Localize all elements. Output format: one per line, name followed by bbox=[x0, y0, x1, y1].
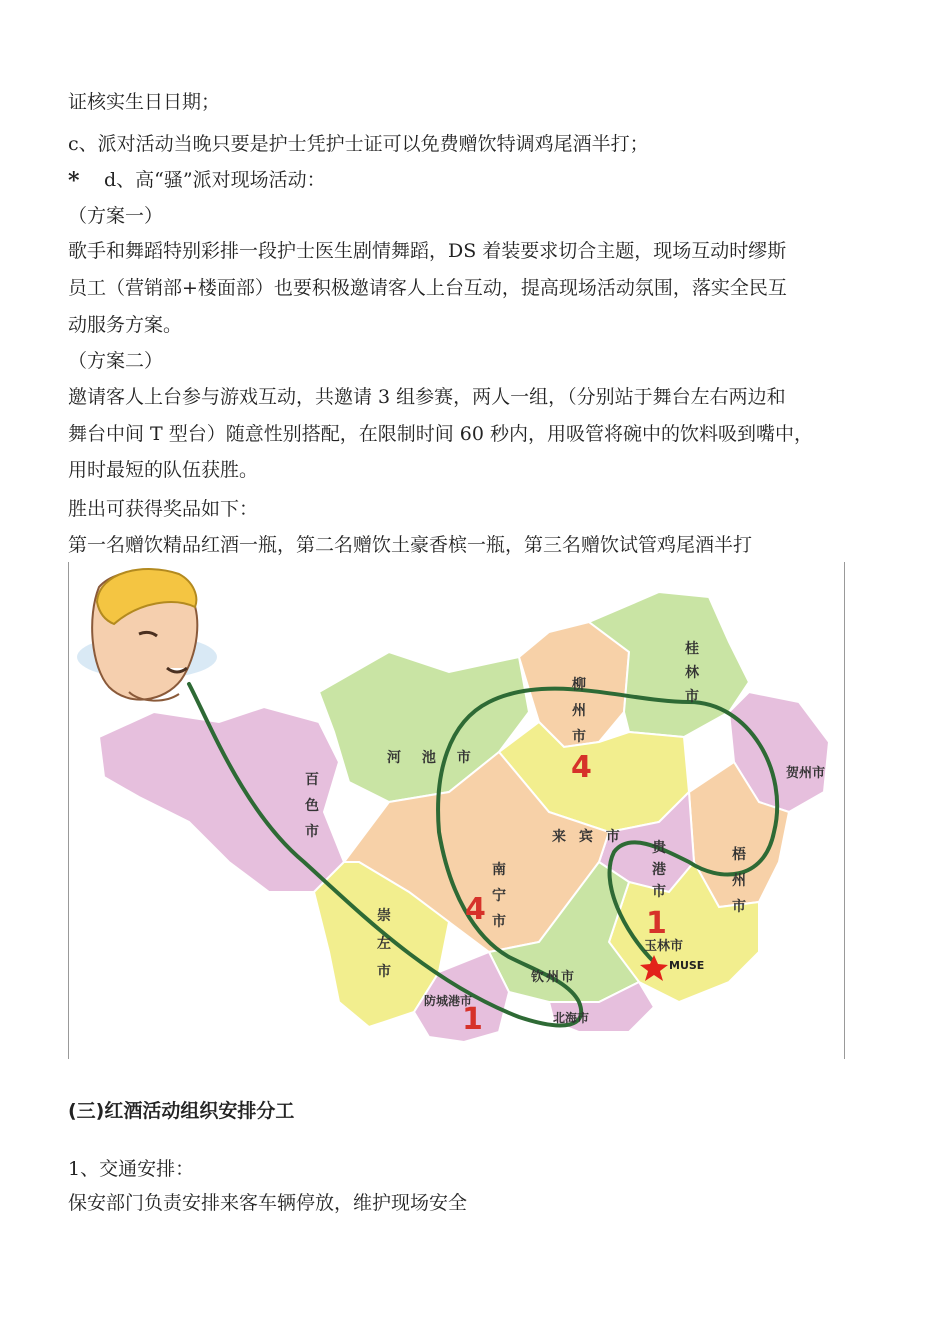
label-guigang bbox=[649, 837, 669, 903]
text-line-1: 证核实生日日期； bbox=[68, 91, 221, 113]
plan1-title: （方案一） bbox=[68, 205, 164, 227]
label-baise-3: 市 bbox=[305, 824, 319, 840]
label-wuzhou-1: 梧 bbox=[732, 847, 746, 863]
label-baise-1: 百 bbox=[305, 772, 319, 788]
label-baise bbox=[302, 767, 322, 845]
label-wuzhou bbox=[729, 842, 749, 920]
label-guilin bbox=[682, 637, 702, 709]
label-hechi: 河 池 市 bbox=[387, 750, 479, 766]
label-liuzhou-1: 柳 bbox=[572, 677, 586, 693]
plan2-line-1: 邀请客人上台参与游戏互动，共邀请 3 组参赛，两人一组，（分别站于舞台左右两边和 bbox=[68, 386, 786, 408]
label-nanning-3: 市 bbox=[492, 914, 506, 930]
prize-intro: 胜出可获得奖品如下： bbox=[68, 498, 259, 520]
label-qinzhou: 钦州市 bbox=[531, 970, 577, 985]
item-1-text: 保安部门负责安排来客车辆停放，维护现场安全 bbox=[68, 1192, 468, 1214]
guangxi-map-figure bbox=[68, 562, 845, 1059]
item-1-title: 1、交通安排： bbox=[68, 1158, 195, 1180]
label-guilin-1: 桂 bbox=[685, 641, 699, 657]
text-line-3: d、高“骚”派对现场活动： bbox=[104, 169, 326, 191]
plan2-line-2: 舞台中间 T 型台）随意性别搭配，在限制时间 60 秒内，用吸管将碗中的饮料吸到嘴中， bbox=[68, 423, 814, 445]
label-guigang-1: 贵 bbox=[652, 840, 666, 856]
number-yulin: 1 bbox=[646, 906, 667, 941]
label-liuzhou-2: 州 bbox=[572, 703, 586, 719]
number-liuzhou: 4 bbox=[571, 750, 592, 785]
label-liuzhou bbox=[569, 672, 589, 750]
section-title: (三)红酒活动组织安排分工 bbox=[68, 1100, 295, 1122]
label-hezhou: 贺州市 bbox=[786, 766, 826, 781]
plan1-line-2: 员工（营销部+楼面部）也要积极邀请客人上台互动，提高现场活动氛围，落实全民互 bbox=[68, 277, 787, 299]
label-yulin: 玉林市 bbox=[644, 939, 684, 954]
label-chongzuo-2: 左 bbox=[377, 936, 391, 952]
label-beihai: 北海市 bbox=[553, 1011, 590, 1025]
label-nanning-2: 宁 bbox=[492, 888, 506, 904]
number-nanning: 4 bbox=[465, 892, 486, 927]
label-guilin-2: 林 bbox=[685, 665, 699, 681]
label-nanning bbox=[489, 857, 509, 935]
label-guigang-2: 港 bbox=[652, 862, 666, 878]
label-chongzuo bbox=[374, 902, 394, 986]
label-chongzuo-3: 市 bbox=[377, 964, 391, 980]
label-baise-2: 色 bbox=[305, 798, 319, 814]
label-wuzhou-2: 州 bbox=[732, 873, 746, 889]
number-fangchenggang: 1 bbox=[462, 1002, 483, 1037]
plan1-line-3: 动服务方案。 bbox=[68, 314, 183, 336]
label-guilin-3: 市 bbox=[685, 689, 699, 705]
label-guigang-3: 市 bbox=[652, 884, 666, 900]
plan2-title: （方案二） bbox=[68, 350, 164, 372]
label-liuzhou-3: 市 bbox=[572, 729, 586, 745]
plan1-line-1: 歌手和舞蹈特别彩排一段护士医生剧情舞蹈，DS 着装要求切合主题，现场互动时缪斯 bbox=[68, 240, 787, 262]
bullet-marker: * bbox=[68, 168, 80, 194]
label-chongzuo-1: 崇 bbox=[377, 908, 391, 924]
muse-label: MUSE bbox=[669, 959, 705, 972]
prize-list: 第一名赠饮精品红酒一瓶，第二名赠饮土豪香槟一瓶，第三名赠饮试管鸡尾酒半打 bbox=[68, 534, 753, 556]
label-laibin: 来 宾 市 bbox=[552, 829, 624, 845]
plan2-line-3: 用时最短的队伍获胜。 bbox=[68, 459, 259, 481]
text-line-2: c、派对活动当晚只要是护士凭护士证可以免费赠饮特调鸡尾酒半打； bbox=[68, 133, 649, 155]
label-nanning-1: 南 bbox=[492, 862, 506, 878]
label-fangchenggang: 防城港市 bbox=[424, 994, 473, 1008]
label-wuzhou-3: 市 bbox=[732, 899, 746, 915]
